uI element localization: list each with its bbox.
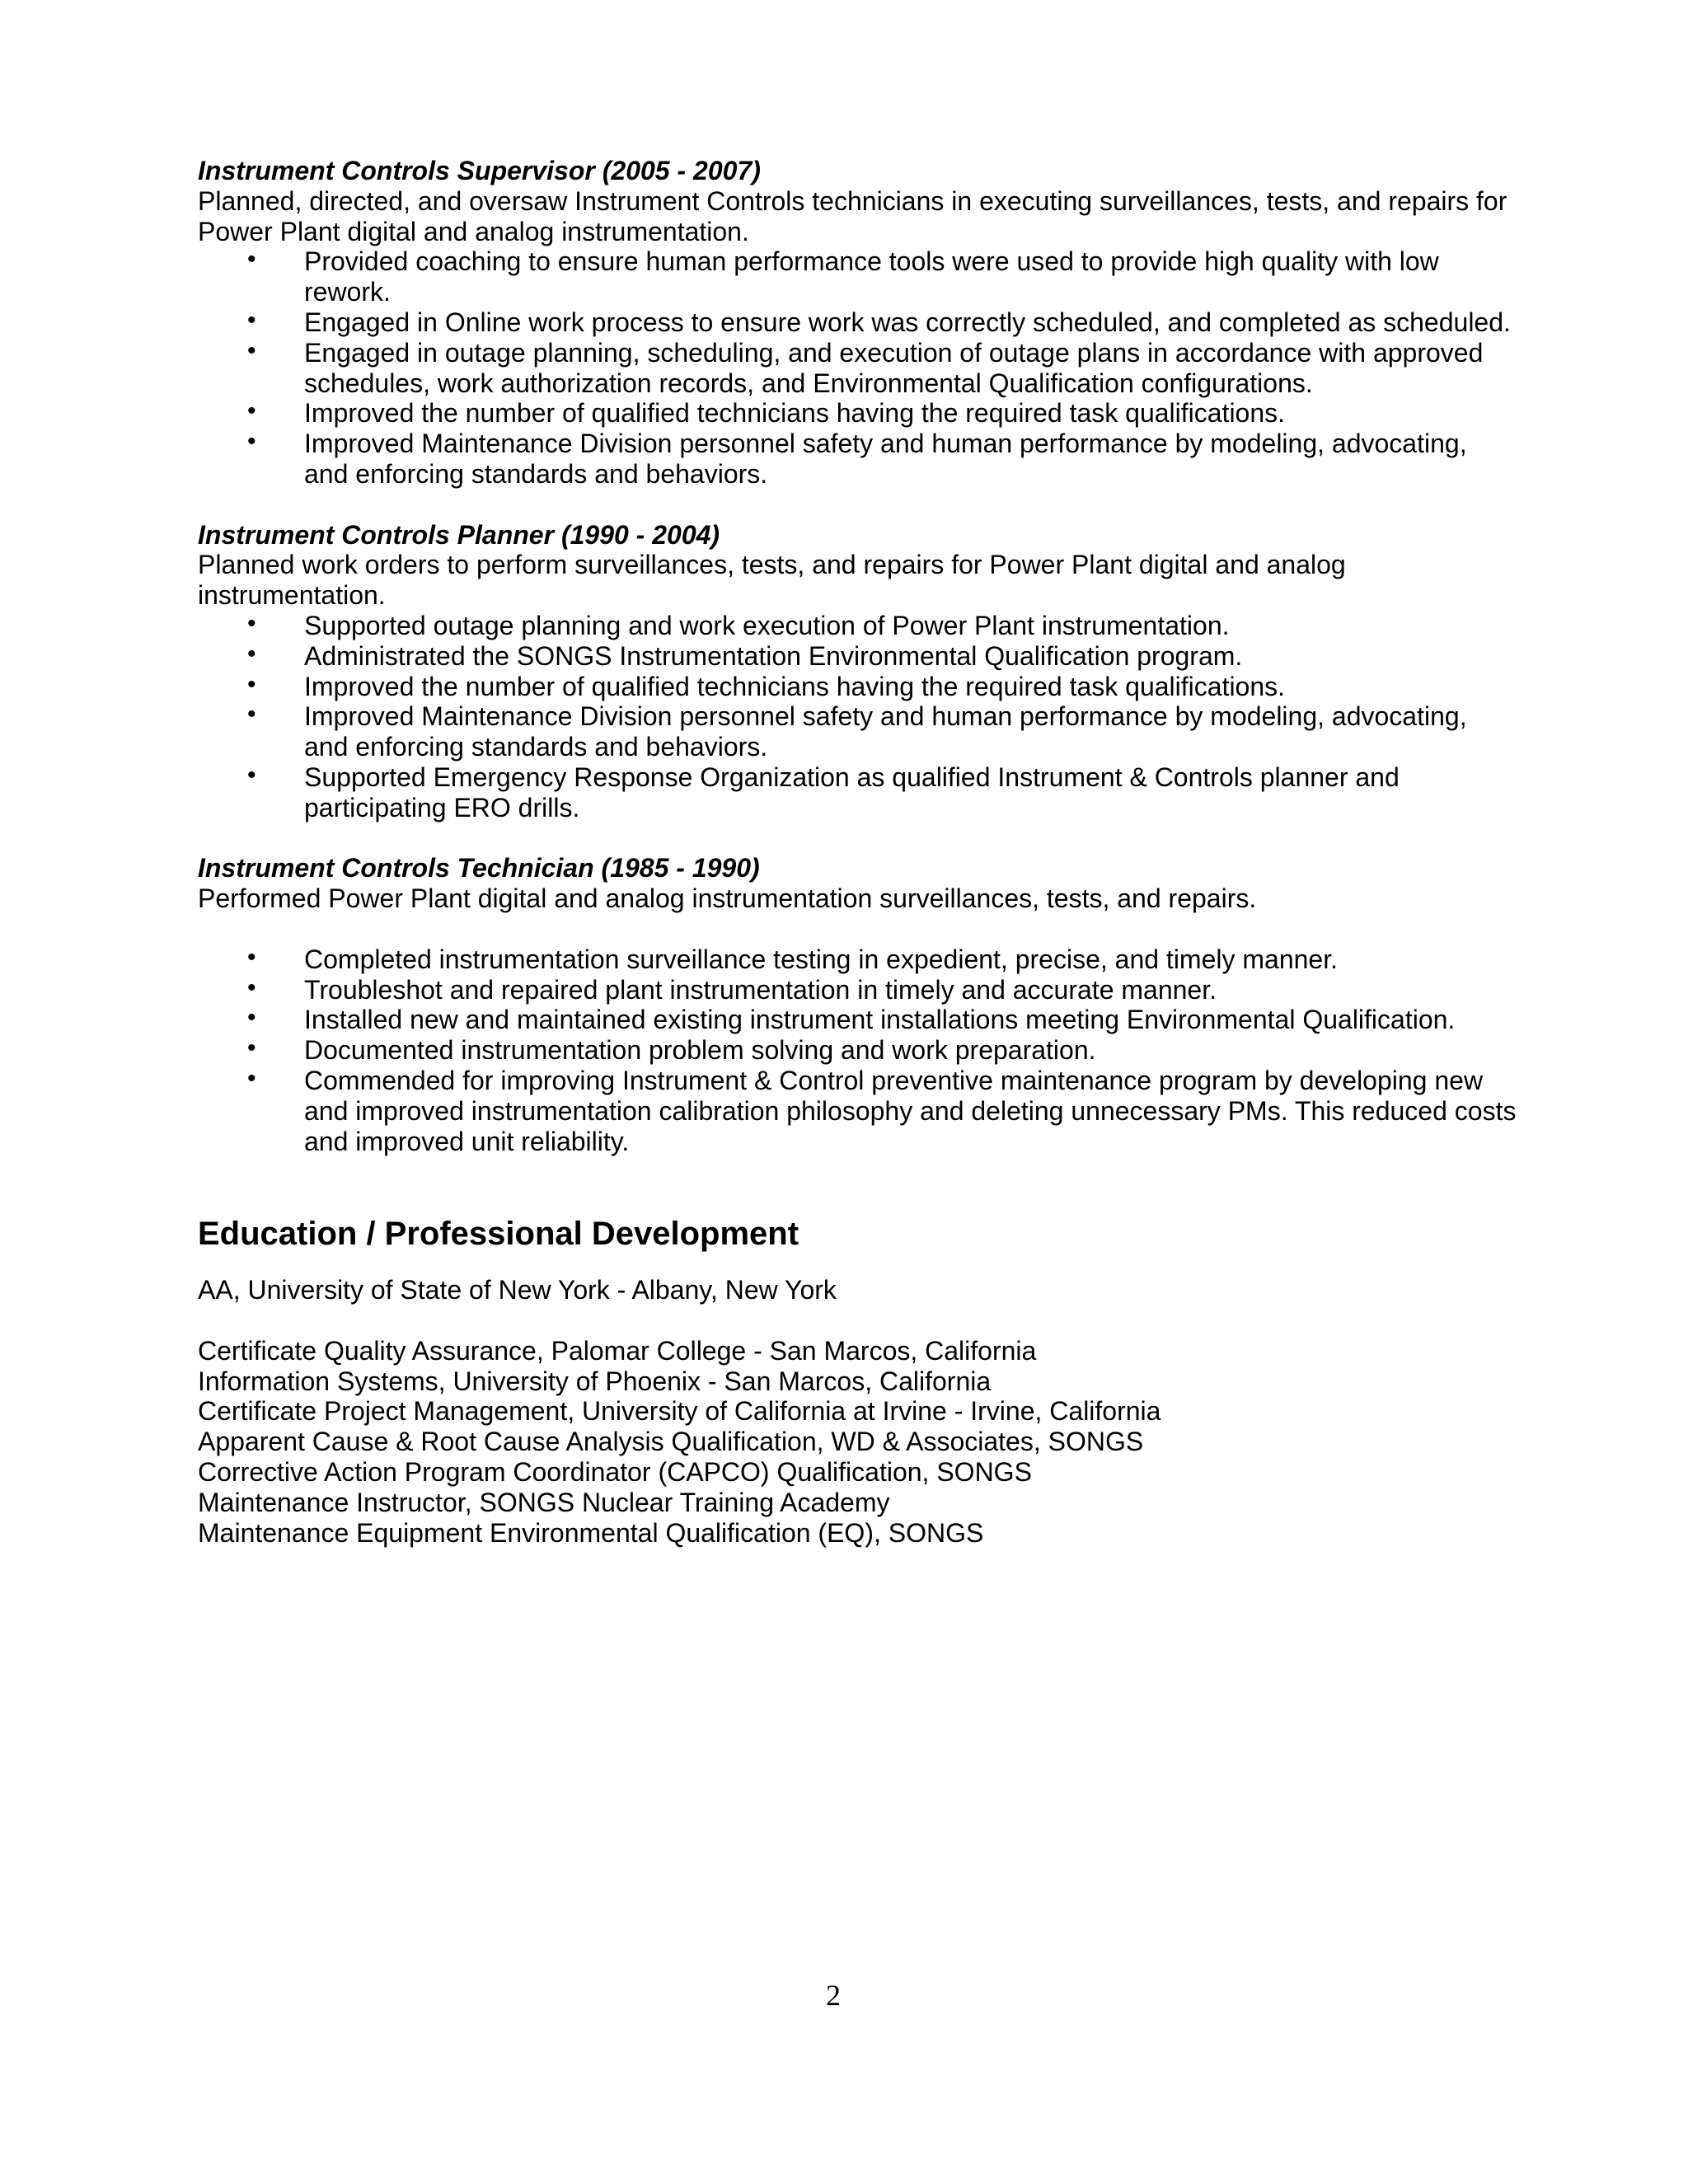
bullet-text: Improved Maintenance Division personnel safety and human performance by modeling, advocating, and enforcing standards and behaviors. — [304, 429, 1467, 489]
bullet-text: Improved the number of qualified technicians having the required task qualifications. — [304, 671, 1286, 701]
list-item — [198, 611, 1517, 641]
bullet-icon: • — [247, 701, 256, 729]
job-title: Instrument Controls Technician (1985 - 1990) — [198, 853, 760, 883]
bullet-text: Supported outage planning and work execution of Power Plant instrumentation. — [304, 610, 1230, 640]
bullet-text: Completed instrumentation surveillance testing in expedient, precise, and timely manner. — [304, 944, 1338, 974]
page-number: 2 — [826, 1979, 841, 2012]
bullet-text: Supported Emergency Response Organization as qualified Instrument & Controls planner and participating ERO drills. — [304, 762, 1400, 823]
list-item — [198, 1066, 1517, 1156]
certificate-line: Maintenance Equipment Environmental Qualification (EQ), SONGS — [198, 1517, 984, 1548]
list-item — [198, 975, 1517, 1005]
bullet-text: Documented instrumentation problem solving and work preparation. — [304, 1035, 1096, 1066]
certificate-line: Certificate Project Management, University of California at Irvine - Irvine, California — [198, 1396, 1161, 1427]
bullet-icon: • — [247, 306, 256, 334]
list-item — [198, 701, 1517, 762]
bullet-icon: • — [247, 336, 256, 364]
list-item — [198, 398, 1517, 429]
list-item — [198, 1035, 1517, 1066]
job-entry-planner — [198, 520, 1517, 823]
job-bullet-list — [198, 944, 1517, 1157]
bullet-icon: • — [247, 609, 256, 637]
bullet-icon: • — [247, 428, 256, 456]
list-item — [198, 641, 1517, 672]
bullet-icon: • — [247, 1004, 256, 1032]
job-title: Instrument Controls Supervisor (2005 - 2007) — [198, 156, 761, 185]
bullet-icon: • — [247, 246, 256, 274]
list-item — [198, 338, 1517, 399]
job-summary: Performed Power Plant digital and analog instrumentation surveillances, tests, and repairs. — [198, 883, 1257, 914]
education-section — [198, 1214, 1517, 1548]
bullet-icon: • — [247, 640, 256, 668]
degree-line: AA, University of State of New York - Albany, New York — [198, 1275, 837, 1305]
spacer — [198, 1254, 1517, 1275]
list-item — [198, 429, 1517, 490]
bullet-text: Commended for improving Instrument & Control preventive maintenance program by developing new and improved instrumentation calibration philosophy and deleting unnecessary PMs. This reduced costs and improved unit reliability. — [304, 1065, 1517, 1156]
certificate-line: Corrective Action Program Coordinator (CAPCO) Qualification, SONGS — [198, 1457, 1032, 1488]
list-item — [198, 246, 1517, 307]
certificate-line: Maintenance Instructor, SONGS Nuclear Training Academy — [198, 1487, 890, 1517]
job-bullet-list — [198, 246, 1517, 489]
certificate-line: Apparent Cause & Root Cause Analysis Qualification, WD & Associates, SONGS — [198, 1427, 1144, 1457]
bullet-text: Installed new and maintained existing instrument installations meeting Environmental Qualification. — [304, 1005, 1456, 1035]
spacer — [198, 1156, 1517, 1214]
bullet-text: Improved Maintenance Division personnel safety and human performance by modeling, advocating, and enforcing standards and behaviors. — [304, 701, 1467, 762]
bullet-icon: • — [247, 973, 256, 1001]
spacer — [198, 490, 1517, 520]
certificate-line: Information Systems, University of Phoenix - San Marcos, California — [198, 1366, 992, 1396]
list-item — [198, 672, 1517, 702]
bullet-text: Provided coaching to ensure human performance tools were used to provide high quality with low rework. — [304, 246, 1439, 307]
bullet-text: Improved the number of qualified technicians having the required task qualifications. — [304, 398, 1286, 429]
job-entry-technician — [198, 853, 1517, 1156]
bullet-icon: • — [247, 943, 256, 971]
job-title: Instrument Controls Planner (1990 - 2004) — [198, 519, 720, 550]
spacer — [198, 914, 1517, 944]
resume-page — [198, 156, 1517, 1548]
bullet-icon: • — [247, 397, 256, 425]
bullet-icon: • — [247, 761, 256, 789]
certificate-line: Certificate Quality Assurance, Palomar College - San Marcos, California — [198, 1335, 1037, 1366]
bullet-text: Administrated the SONGS Instrumentation Environmental Qualification program. — [304, 640, 1243, 671]
section-heading: Education / Professional Development — [198, 1216, 799, 1253]
job-summary: Planned work orders to perform surveillances, tests, and repairs for Power Plant digital and analog instrumentation. — [198, 550, 1346, 611]
job-entry-supervisor — [198, 156, 1517, 490]
spacer — [198, 823, 1517, 854]
list-item — [198, 762, 1517, 823]
bullet-icon: • — [247, 1034, 256, 1062]
bullet-text: Troubleshot and repaired plant instrumentation in timely and accurate manner. — [304, 974, 1217, 1005]
bullet-text: Engaged in Online work process to ensure work was correctly scheduled, and completed as scheduled. — [304, 307, 1511, 337]
list-item — [198, 944, 1517, 975]
list-item — [198, 1005, 1517, 1035]
bullet-icon: • — [247, 1064, 256, 1092]
spacer — [198, 1305, 1517, 1336]
job-bullet-list — [198, 611, 1517, 823]
bullet-icon: • — [247, 670, 256, 698]
bullet-text: Engaged in outage planning, scheduling, and execution of outage plans in accordance with approved schedules, work authorization records, and Environmental Qualification configurations. — [304, 337, 1484, 398]
job-summary: Planned, directed, and oversaw Instrument Controls technicians in executing surveillances, tests, and repairs for Power Plant digital and analog instrumentation. — [198, 185, 1507, 246]
list-item — [198, 307, 1517, 338]
